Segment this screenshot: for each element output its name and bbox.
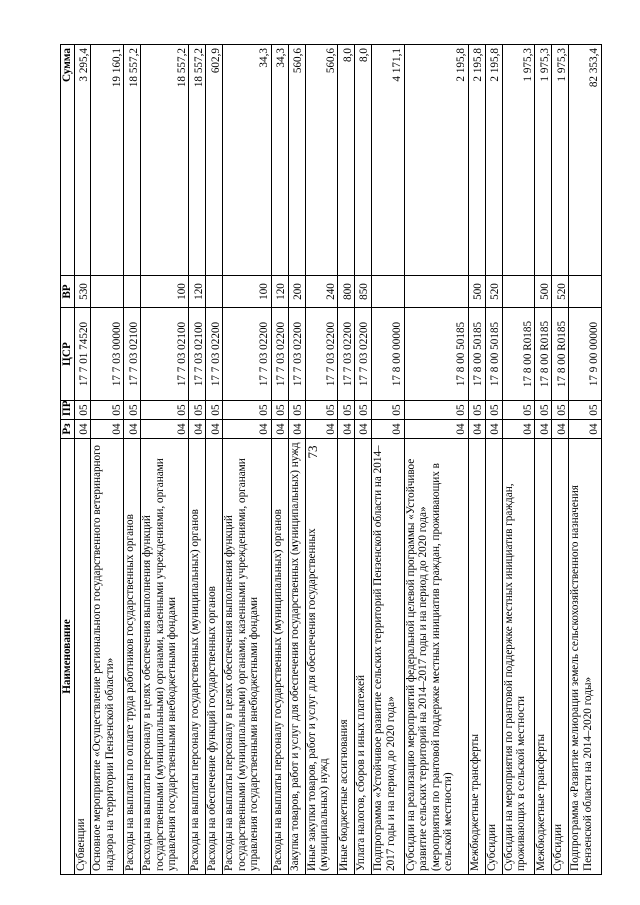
budget-table <box>60 44 602 875</box>
header-rz: Рз <box>61 420 75 439</box>
table-row <box>355 45 372 875</box>
cell-csr: 17 7 03 02200 <box>206 308 223 401</box>
cell-name: Межбюджетные трансферты <box>468 439 485 875</box>
cell-rz: 04 <box>74 420 91 439</box>
table-row <box>305 45 338 875</box>
cell-pr: 05 <box>468 401 485 420</box>
cell-sum: 18 557,2 <box>124 45 141 276</box>
cell-name: Подпрограмма «Устойчивое развитие сельских территорий Пензенской области на 2014–2017 годы и на период до 2020 года» <box>372 439 405 875</box>
cell-pr: 05 <box>288 401 305 420</box>
cell-vr: 100 <box>223 276 271 308</box>
cell-rz: 04 <box>305 420 338 439</box>
cell-pr: 05 <box>189 401 206 420</box>
cell-sum: 18 557,2 <box>189 45 206 276</box>
cell-sum: 34,3 <box>271 45 288 276</box>
table-row <box>485 45 502 875</box>
cell-rz: 04 <box>288 420 305 439</box>
cell-rz: 04 <box>372 420 405 439</box>
page-number: 73 <box>305 445 320 459</box>
table-row <box>223 45 271 875</box>
cell-rz: 04 <box>404 420 468 439</box>
cell-csr: 17 8 00 50185 <box>485 308 502 401</box>
cell-rz: 04 <box>355 420 372 439</box>
table-row <box>535 45 552 875</box>
cell-pr: 05 <box>485 401 502 420</box>
cell-sum: 18 557,2 <box>141 45 189 276</box>
cell-name: Расходы на выплаты по оплате труда работников государственных органов <box>124 439 141 875</box>
cell-sum: 602,9 <box>206 45 223 276</box>
cell-pr: 05 <box>535 401 552 420</box>
cell-name: Субсидии <box>485 439 502 875</box>
table-row <box>552 45 569 875</box>
cell-csr: 17 7 03 02100 <box>124 308 141 401</box>
cell-pr: 05 <box>305 401 338 420</box>
cell-name: Расходы на выплаты персоналу государственных (муниципальных) органов <box>271 439 288 875</box>
cell-vr: 520 <box>552 276 569 308</box>
cell-rz: 04 <box>485 420 502 439</box>
table-row <box>338 45 355 875</box>
cell-vr: 520 <box>485 276 502 308</box>
cell-sum: 8,0 <box>338 45 355 276</box>
cell-csr: 17 7 03 02200 <box>288 308 305 401</box>
cell-sum: 2 195,8 <box>485 45 502 276</box>
cell-name: Уплата налогов, сборов и иных платежей <box>355 439 372 875</box>
cell-sum: 19 160,1 <box>91 45 124 276</box>
cell-sum: 4 171,1 <box>372 45 405 276</box>
cell-vr <box>502 276 535 308</box>
cell-vr: 200 <box>288 276 305 308</box>
cell-csr: 17 7 03 02200 <box>338 308 355 401</box>
cell-vr <box>206 276 223 308</box>
cell-pr: 05 <box>91 401 124 420</box>
cell-rz: 04 <box>189 420 206 439</box>
cell-rz: 04 <box>338 420 355 439</box>
cell-pr: 05 <box>338 401 355 420</box>
table-row <box>372 45 405 875</box>
header-vr: ВР <box>61 276 75 308</box>
cell-name: Расходы на выплаты персоналу государственных (муниципальных) органов <box>189 439 206 875</box>
cell-pr: 05 <box>141 401 189 420</box>
cell-name: Иные бюджетные ассигнования <box>338 439 355 875</box>
cell-rz: 04 <box>223 420 271 439</box>
cell-pr: 05 <box>502 401 535 420</box>
cell-vr <box>404 276 468 308</box>
cell-vr: 100 <box>141 276 189 308</box>
cell-sum: 3 295,4 <box>74 45 91 276</box>
cell-sum: 8,0 <box>355 45 372 276</box>
cell-csr: 17 7 03 02100 <box>189 308 206 401</box>
cell-csr: 17 9 00 00000 <box>569 308 602 401</box>
cell-csr: 17 7 03 02100 <box>141 308 189 401</box>
cell-csr: 17 8 00 R0185 <box>552 308 569 401</box>
cell-vr <box>569 276 602 308</box>
cell-csr: 17 7 03 02200 <box>223 308 271 401</box>
cell-sum: 1 975,3 <box>552 45 569 276</box>
cell-csr: 17 8 00 50185 <box>468 308 485 401</box>
table-row <box>271 45 288 875</box>
cell-rz: 04 <box>552 420 569 439</box>
cell-rz: 04 <box>124 420 141 439</box>
cell-vr <box>124 276 141 308</box>
cell-rz: 04 <box>141 420 189 439</box>
cell-name: Субсидии на мероприятия по грантовой поддержке местных инициатив граждан, проживающих в сельской местности <box>502 439 535 875</box>
cell-name: Расходы на обеспечение функций государственных органов <box>206 439 223 875</box>
cell-sum: 34,3 <box>223 45 271 276</box>
cell-rz: 04 <box>91 420 124 439</box>
cell-name: Закупка товаров, работ и услуг для обеспечения государственных (муниципальных) нужд <box>288 439 305 875</box>
table-row <box>91 45 124 875</box>
cell-vr <box>372 276 405 308</box>
table-body <box>74 45 601 875</box>
cell-sum: 2 195,8 <box>468 45 485 276</box>
table-row <box>502 45 535 875</box>
cell-vr: 120 <box>189 276 206 308</box>
cell-name: Межбюджетные трансферты <box>535 439 552 875</box>
cell-pr: 05 <box>552 401 569 420</box>
table-row <box>124 45 141 875</box>
cell-vr: 240 <box>305 276 338 308</box>
header-csr: ЦСР <box>61 308 75 401</box>
cell-pr: 05 <box>404 401 468 420</box>
cell-sum: 560,6 <box>305 45 338 276</box>
cell-pr: 05 <box>74 401 91 420</box>
header-pr: ПР <box>61 401 75 420</box>
cell-csr: 17 7 03 02200 <box>355 308 372 401</box>
cell-name: Иные закупки товаров, работ и услуг для обеспечения государственных (муниципальных) нужд <box>305 439 338 875</box>
cell-vr <box>91 276 124 308</box>
cell-rz: 04 <box>468 420 485 439</box>
cell-sum: 1 975,3 <box>502 45 535 276</box>
cell-name: Субсидии <box>552 439 569 875</box>
table-row <box>288 45 305 875</box>
cell-name: Субвенции <box>74 439 91 875</box>
table-row <box>74 45 91 875</box>
cell-vr: 500 <box>535 276 552 308</box>
cell-name: Подпрограмма «Развитие мелиорации земель сельскохозяйственного назначения Пензенской области на 2014–2020 годы» <box>569 439 602 875</box>
cell-sum: 560,6 <box>288 45 305 276</box>
cell-pr: 05 <box>372 401 405 420</box>
header-name: Наименование <box>61 439 75 875</box>
cell-vr: 530 <box>74 276 91 308</box>
cell-sum: 2 195,8 <box>404 45 468 276</box>
cell-pr: 05 <box>206 401 223 420</box>
cell-csr: 17 7 03 00000 <box>91 308 124 401</box>
table-row <box>569 45 602 875</box>
cell-csr: 17 8 00 50185 <box>404 308 468 401</box>
cell-pr: 05 <box>124 401 141 420</box>
cell-vr: 500 <box>468 276 485 308</box>
cell-pr: 05 <box>569 401 602 420</box>
cell-rz: 04 <box>569 420 602 439</box>
cell-sum: 82 353,4 <box>569 45 602 276</box>
table-row <box>206 45 223 875</box>
cell-pr: 05 <box>271 401 288 420</box>
cell-pr: 05 <box>355 401 372 420</box>
cell-pr: 05 <box>223 401 271 420</box>
cell-vr: 120 <box>271 276 288 308</box>
cell-name: Субсидии на реализацию мероприятий федеральной целевой программы «Устойчивое развитие сельских территорий на 2014–2017 годы и на период до 2020 года» (мероприятия по грантовой поддержке местных инициатив граждан, проживающих в сельской местности) <box>404 439 468 875</box>
cell-name: Основное мероприятие «Осуществление регионального государственного ветеринарного надзора на территории Пензенской области» <box>91 439 124 875</box>
table-row <box>468 45 485 875</box>
cell-csr: 17 7 03 02200 <box>271 308 288 401</box>
header-sum: Сумма <box>61 45 75 276</box>
cell-vr: 800 <box>338 276 355 308</box>
cell-csr: 17 7 03 02200 <box>305 308 338 401</box>
cell-csr: 17 8 00 00000 <box>372 308 405 401</box>
cell-csr: 17 8 00 R0185 <box>535 308 552 401</box>
cell-csr: 17 8 00 R0185 <box>502 308 535 401</box>
cell-name: Расходы на выплаты персоналу в целях обеспечения выполнения функций государственными (муниципальными) органами, казенными учреждениями, органами управления государственными внебюджетными фондами <box>141 439 189 875</box>
table-row <box>404 45 468 875</box>
cell-rz: 04 <box>535 420 552 439</box>
cell-rz: 04 <box>271 420 288 439</box>
cell-rz: 04 <box>206 420 223 439</box>
cell-vr: 850 <box>355 276 372 308</box>
rotated-page <box>60 45 602 875</box>
table-row <box>189 45 206 875</box>
cell-sum: 1 975,3 <box>535 45 552 276</box>
cell-csr: 17 7 01 74520 <box>74 308 91 401</box>
cell-rz: 04 <box>502 420 535 439</box>
table-header-row <box>61 45 75 875</box>
cell-name: Расходы на выплаты персоналу в целях обеспечения выполнения функций государственными (муниципальными) органами, казенными учреждениями, органами управления государственными внебюджетными фондами <box>223 439 271 875</box>
table-row <box>141 45 189 875</box>
